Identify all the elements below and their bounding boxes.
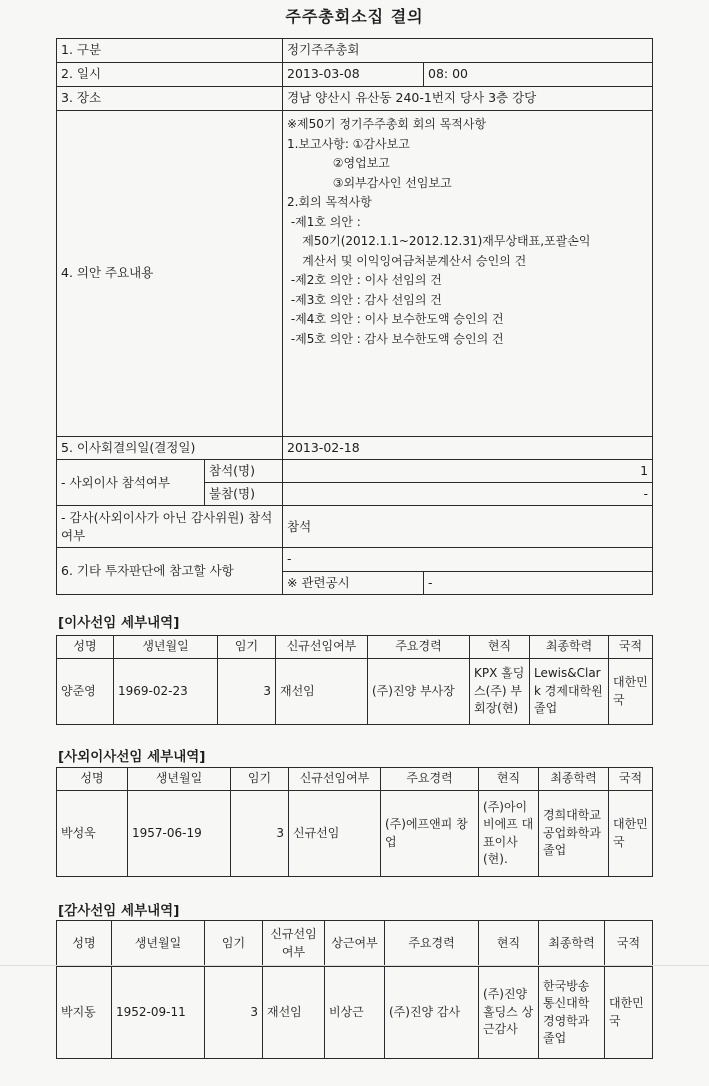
- col-header: 국적: [605, 921, 653, 967]
- table-row: [57, 791, 653, 877]
- col-header: 생년월일: [114, 636, 218, 659]
- outside-header-row: [57, 768, 653, 791]
- agenda-line: 1.보고사항: ①감사보고: [287, 136, 410, 151]
- agenda-line: -제1호 의안 :: [287, 214, 361, 229]
- cell-career: (주)진양 부사장: [368, 659, 470, 725]
- place-value: 경남 양산시 유산동 240-1번지 당사 3층 강당: [283, 87, 653, 111]
- agenda-line: 2.회의 목적사항: [287, 195, 372, 209]
- row-other: [57, 548, 653, 571]
- col-header: 최종학력: [539, 768, 609, 791]
- col-header: 신규선임여부: [289, 768, 381, 791]
- col-header: 국적: [609, 636, 653, 659]
- col-header: 국적: [609, 768, 653, 791]
- col-header: 주요경력: [385, 921, 479, 967]
- date-label: 2. 일시: [57, 63, 283, 87]
- col-header: 현직: [479, 768, 539, 791]
- row-board-date: [57, 437, 653, 460]
- col-header: 상근여부: [325, 921, 385, 967]
- col-header: 임기: [231, 768, 289, 791]
- cell-term: 3: [205, 967, 263, 1059]
- place-label: 3. 장소: [57, 87, 283, 111]
- cell-nationality: 대한민국: [609, 791, 653, 877]
- present-value: 1: [283, 460, 653, 483]
- cell-name: 양준영: [57, 659, 114, 725]
- agenda-line: -제3호 의안 : 감사 선임의 건: [287, 292, 442, 307]
- type-label: 1. 구분: [57, 39, 283, 63]
- document-title: 주주총회소집 결의: [285, 7, 424, 26]
- type-value: 정기주주총회: [283, 39, 653, 63]
- cell-education: 한국방송통신대학 경영학과 졸업: [539, 967, 605, 1059]
- auditor-table: [56, 920, 653, 1059]
- cell-birth: 1969-02-23: [114, 659, 218, 725]
- date-value: 2013-03-08: [283, 63, 424, 87]
- director-table: [56, 635, 653, 725]
- cell-current: (주)아이비에프 대표이사(현).: [479, 791, 539, 877]
- other-value: -: [283, 548, 653, 571]
- agenda-line: -제4호 의안 : 이사 보수한도액 승인의 건: [287, 312, 504, 326]
- present-label: 참석(명): [205, 460, 283, 483]
- row-agenda: [57, 111, 653, 437]
- agenda-line: -제5호 의안 : 감사 보수한도액 승인의 건: [287, 331, 504, 346]
- auditor-value: 참석: [283, 506, 653, 548]
- col-header: 임기: [218, 636, 276, 659]
- agenda-line: -제2호 의안 : 이사 선임의 건: [287, 273, 442, 287]
- cell-career: (주)에프앤피 창업: [381, 791, 479, 877]
- col-header: 현직: [479, 921, 539, 967]
- cell-nationality: 대한민국: [605, 967, 653, 1059]
- board-date-value: 2013-02-18: [283, 437, 653, 460]
- cell-new: 재선임: [276, 659, 368, 725]
- row-type: [57, 39, 653, 63]
- audit-section-title: [감사선임 세부내역]: [58, 903, 180, 919]
- cell-current: (주)진양홀딩스 상근감사: [479, 967, 539, 1059]
- resolution-table: [56, 38, 653, 595]
- cell-name: 박성욱: [57, 791, 128, 877]
- board-date-label: 5. 이사회결의일(결정일): [57, 437, 283, 460]
- absent-value: -: [283, 483, 653, 506]
- agenda-line: ③외부감사인 선임보고: [287, 175, 452, 190]
- agenda-line: 제50기(2012.1.1~2012.12.31)재무상태표,포괄손익: [287, 234, 591, 248]
- agenda-content: [283, 111, 653, 437]
- col-header: 성명: [57, 921, 112, 967]
- related-value: -: [424, 571, 653, 594]
- col-header: 주요경력: [381, 768, 479, 791]
- outside-director-label: - 사외이사 참석여부: [57, 460, 205, 506]
- absent-label: 불참(명): [205, 483, 283, 506]
- scan-fold-line: [0, 965, 709, 966]
- col-header: 최종학력: [530, 636, 609, 659]
- agenda-line: ②영업보고: [287, 156, 390, 170]
- cell-nationality: 대한민국: [609, 659, 653, 725]
- related-label: ※ 관련공시: [283, 571, 424, 594]
- col-header: 생년월일: [112, 921, 205, 967]
- auditor-label: - 감사(사외이사가 아닌 감사위원) 참석여부: [57, 506, 283, 548]
- col-header: 신규선임여부: [263, 921, 325, 967]
- row-date: [57, 63, 653, 87]
- cell-birth: 1957-06-19: [128, 791, 231, 877]
- col-header: 최종학력: [539, 921, 605, 967]
- cell-new: 신규선임: [289, 791, 381, 877]
- agenda-label: 4. 의안 주요내용: [57, 111, 283, 437]
- outside-section-title: [사외이사선임 세부내역]: [58, 749, 206, 765]
- row-outside-present: [57, 460, 653, 483]
- col-header: 생년월일: [128, 768, 231, 791]
- cell-fulltime: 비상근: [325, 967, 385, 1059]
- cell-new: 재선임: [263, 967, 325, 1059]
- other-label: 6. 기타 투자판단에 참고할 사항: [57, 548, 283, 594]
- cell-education: 경희대학교 공업화학과 졸업: [539, 791, 609, 877]
- col-header: 현직: [470, 636, 530, 659]
- cell-term: 3: [231, 791, 289, 877]
- cell-term: 3: [218, 659, 276, 725]
- cell-education: Lewis&Clark 경제대학원 졸업: [530, 659, 609, 725]
- col-header: 임기: [205, 921, 263, 967]
- cell-birth: 1952-09-11: [112, 967, 205, 1059]
- director-section-title: [이사선임 세부내역]: [58, 615, 180, 631]
- outside-director-table: [56, 767, 653, 877]
- time-value: 08: 00: [424, 63, 653, 87]
- col-header: 성명: [57, 768, 128, 791]
- row-auditor: [57, 506, 653, 548]
- row-place: [57, 87, 653, 111]
- col-header: 신규선임여부: [276, 636, 368, 659]
- cell-career: (주)진양 감사: [385, 967, 479, 1059]
- audit-header-row: [57, 921, 653, 967]
- col-header: 성명: [57, 636, 114, 659]
- table-row: [57, 967, 653, 1059]
- director-header-row: [57, 636, 653, 659]
- agenda-line: 계산서 및 이익잉여금처분계산서 승인의 건: [287, 253, 527, 268]
- agenda-line: ※제50기 정기주주총회 회의 목적사항: [287, 117, 487, 131]
- table-row: [57, 659, 653, 725]
- cell-name: 박지동: [57, 967, 112, 1059]
- cell-current: KPX 홀딩스(주) 부회장(현): [470, 659, 530, 725]
- col-header: 주요경력: [368, 636, 470, 659]
